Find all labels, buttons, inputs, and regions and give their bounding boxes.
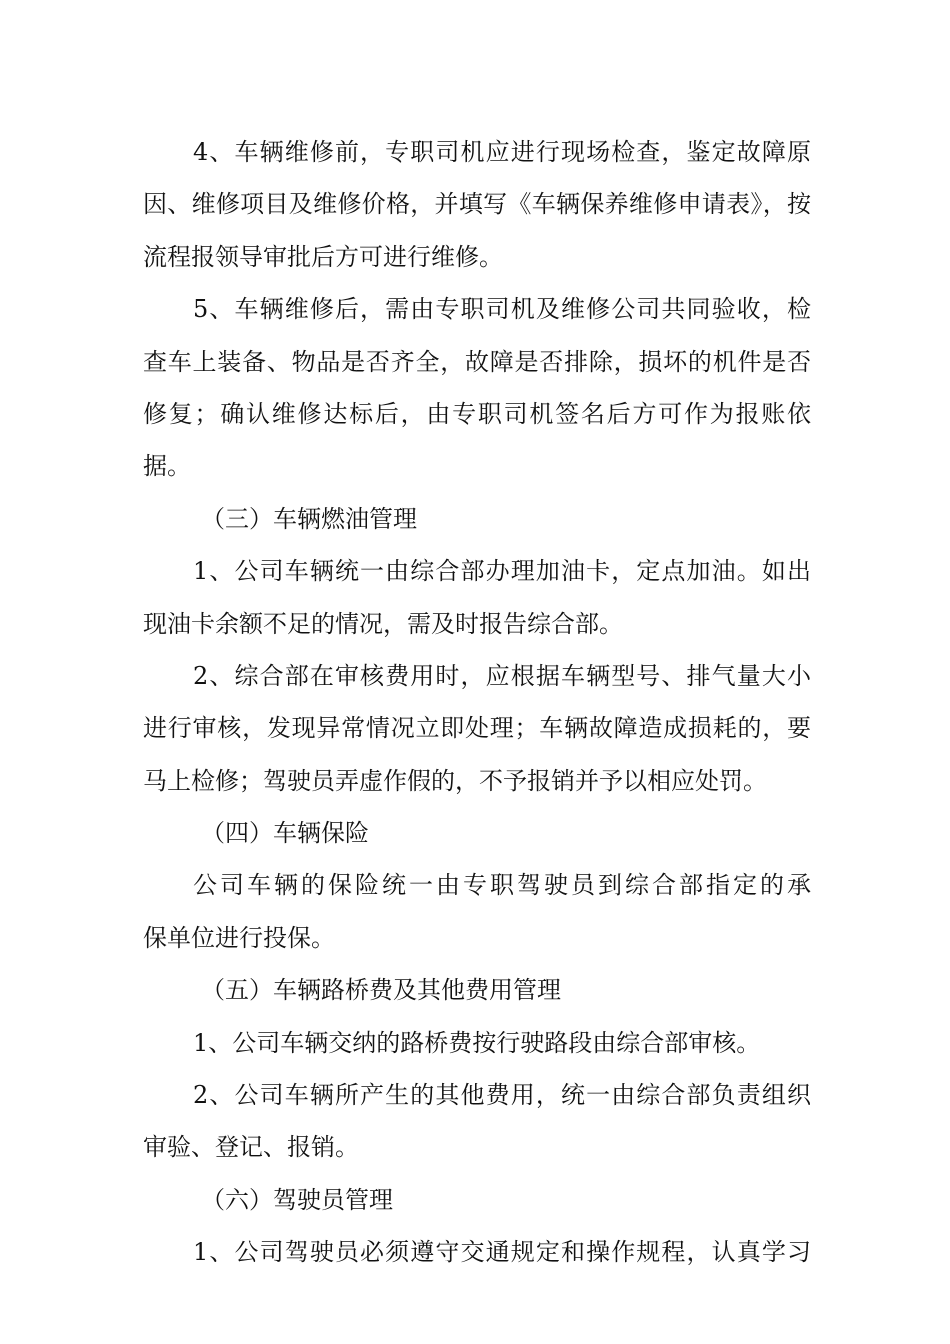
paragraph-line: 5、车辆维修后，需由专职司机及维修公司共同验收，检 — [193, 295, 811, 324]
paragraph-line: 进行审核，发现异常情况立即处理；车辆故障造成损耗的，要 — [143, 714, 811, 743]
paragraph-line: 审验、登记、报销。 — [143, 1133, 359, 1162]
section-heading: （五）车辆路桥费及其他费用管理 — [201, 976, 561, 1005]
paragraph-line: 查车上装备、物品是否齐全，故障是否排除，损坏的机件是否 — [143, 347, 811, 376]
paragraph-line: 1、公司车辆交纳的路桥费按行驶路段由综合部审核。 — [193, 1028, 761, 1057]
paragraph-line: 保单位进行投保。 — [143, 923, 335, 952]
paragraph-line: 公司车辆的保险统一由专职驾驶员到综合部指定的承 — [193, 871, 811, 900]
section-heading: （六）驾驶员管理 — [201, 1185, 393, 1214]
paragraph-line: 流程报领导审批后方可进行维修。 — [143, 242, 503, 271]
section-heading: （四）车辆保险 — [201, 819, 369, 848]
document-body — [143, 126, 811, 1279]
paragraph-line: 1、公司驾驶员必须遵守交通规定和操作规程，认真学习 — [193, 1238, 811, 1267]
paragraph-line: 1、公司车辆统一由综合部办理加油卡，定点加油。如出 — [193, 557, 811, 586]
paragraph-line: 现油卡余额不足的情况，需及时报告综合部。 — [143, 609, 623, 638]
paragraph-line: 马上检修；驾驶员弄虚作假的，不予报销并予以相应处罚。 — [143, 766, 767, 795]
paragraph-line: 4、车辆维修前，专职司机应进行现场检查，鉴定故障原 — [193, 138, 811, 166]
paragraph-line: 据。 — [143, 452, 191, 481]
paragraph-line: 因、维修项目及维修价格，并填写《车辆保养维修申请表》，按 — [143, 190, 811, 219]
paragraph-line: 2、综合部在审核费用时，应根据车辆型号、排气量大小 — [193, 661, 811, 690]
paragraph-line: 修复；确认维修达标后，由专职司机签名后方可作为报账依 — [143, 399, 811, 428]
paragraph-line: 2、公司车辆所产生的其他费用，统一由综合部负责组织 — [193, 1081, 811, 1110]
section-heading: （三）车辆燃油管理 — [201, 504, 417, 533]
